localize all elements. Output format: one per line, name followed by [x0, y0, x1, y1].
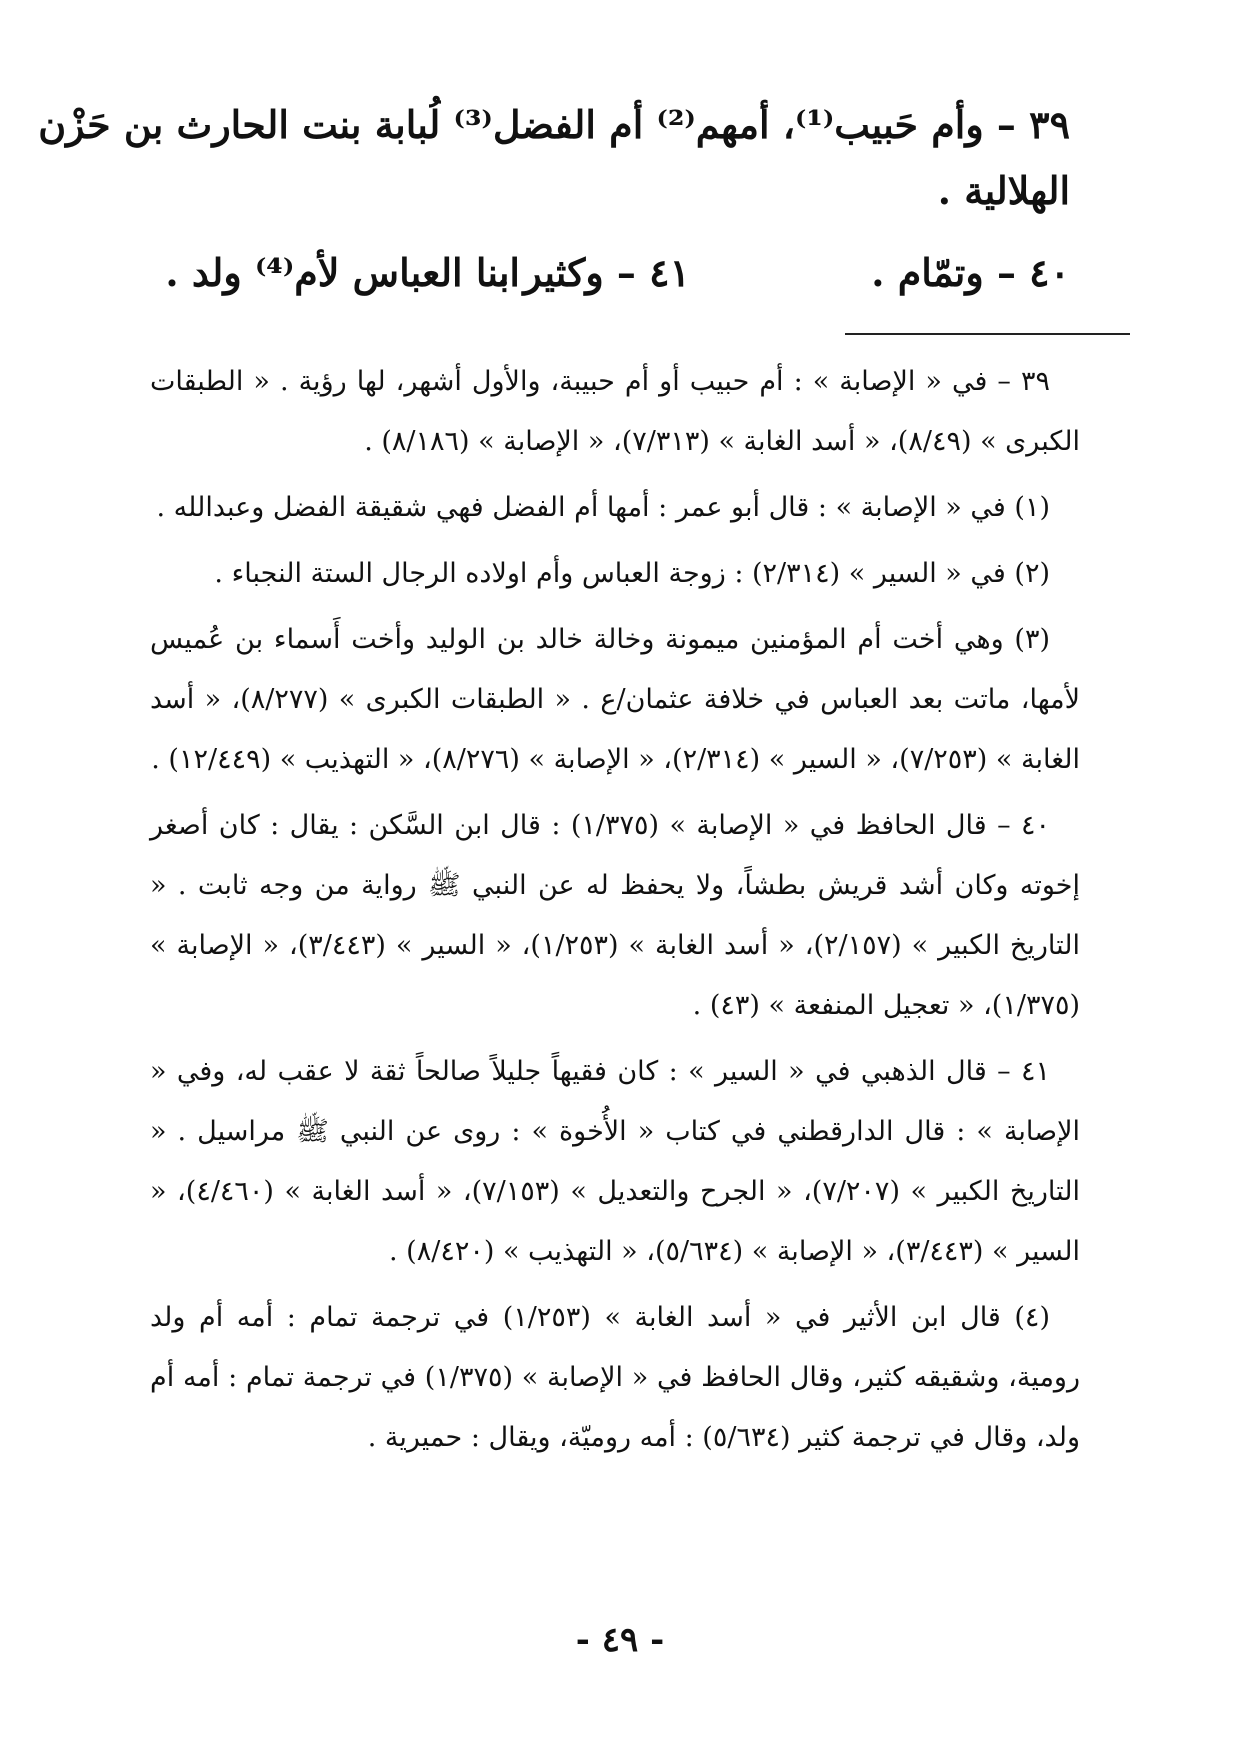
footnote-41: ٤١ – قال الذهبي في « السير » : كان فقيهاً جليلاً صالحاً ثقة لا عقب له، وفي « الإصابة » : قال الدارقطني في كتاب « الأُخوة » : روى عن النبي ﷺ مراسيل . « التاريخ الكبير » (٧/٢٠٧)، « الجرح والتعديل » (٧/١٥٣)، « أسد الغابة » (٤/٤٦٠)، « السير » (٣/٤٤٣)، « الإصابة » (٥/٦٣٤)، « التهذيب » (٨/٤٢٠) .: [150, 1056, 1081, 1267]
footnote-39: ٣٩ – في « الإصابة » : أم حبيب أو أم حبيبة، والأول أشهر، لها رؤية . « الطبقات الكبرى » (٨/٤٩)، « أسد الغابة » (٧/٣١٣)، « الإصابة » (٨/١٨٦) .: [150, 366, 1080, 457]
entries-40-41-row: [145, 250, 1070, 320]
footnote-2: (٢) في « السير » (٢/٣١٤) : زوجة العباس وأم اولاده الرجال الستة النجباء .: [214, 558, 1050, 589]
entry-39-line-2: الهلالية .: [937, 168, 1070, 213]
main-text: [38, 92, 1070, 224]
footnote-4: (٤) قال ابن الأثير في « أسد الغابة » (١/٢٥٣) في ترجمة تمام : أمه أم ولد رومية، وشقيقه كثير، وقال الحافظ في « الإصابة » (١/٣٧٥) في ترجمة تمام : أمه أم ولد، وقال في ترجمة كثير (٥/٦٣٤) : أمه روميّة، ويقال : حميرية .: [150, 1302, 1080, 1453]
footnote-3: (٣) وهي أخت أم المؤمنين ميمونة وخالة خالد بن الوليد وأخت أَسماء بن عُميس لأمها، ماتت بعد العباس في خلافة عثمان/ع . « الطبقات الكبرى » (٨/٢٧٧)، « أسد الغابة » (٧/٢٥٣)، « السير » (٢/٣١٤)، « الإصابة » (٨/٢٧٦)، « التهذيب » (١٢/٤٤٩) .: [150, 624, 1081, 775]
footnote-separator: [845, 333, 1130, 335]
entry-41: ٤١ – وكثير .: [496, 250, 690, 295]
entry-39-line-1: ٣٩ – وأم حَبيب⁽¹⁾، أمهم⁽²⁾ أم الفضل⁽³⁾ لُبابة بنت الحارث بن حَزْن: [38, 102, 1070, 147]
footnote-40: ٤٠ – قال الحافظ في « الإصابة » (١/٣٧٥) : قال ابن السَّكن : يقال : كان أصغر إخوته وكان أشد قريش بطشاً، ولا يحفظ له عن النبي ﷺ رواية من وجه ثابت . « التاريخ الكبير » (٢/١٥٧)، « أسد الغابة » (١/٢٥٣)، « السير » (٣/٤٤٣)، « الإصابة » (١/٣٧٥)، « تعجيل المنفعة » (٤٣) .: [150, 810, 1080, 1021]
footnote-1: (١) في « الإصابة » : قال أبو عمر : أمها أم الفضل فهي شقيقة الفضل وعبدالله .: [156, 492, 1050, 523]
entry-40: ٤٠ – وتمّام .: [871, 250, 1070, 295]
entries-caption: ابنا العباس لأم⁽⁴⁾ ولد .: [165, 250, 520, 295]
page-number: - ٤٩ -: [575, 1620, 665, 1660]
footnotes: [150, 352, 1080, 1468]
